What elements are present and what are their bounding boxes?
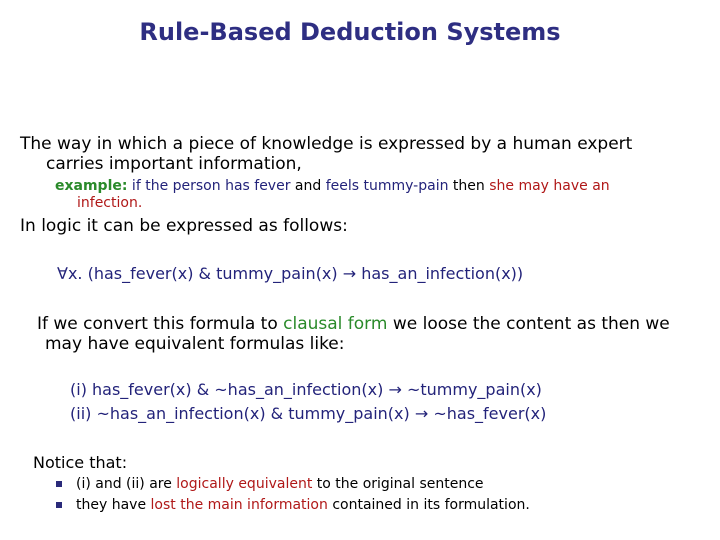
- clausal-text-1: If we convert this formula to: [37, 314, 284, 334]
- main-formula: [57, 264, 523, 283]
- main-formula-before: x. (has_fever(x) & tummy_pain(x): [67, 264, 343, 283]
- main-formula-after: has_an_infection(x)): [356, 264, 524, 283]
- example-text-2: and: [290, 178, 326, 194]
- example-text-1: if the person has: [127, 178, 255, 194]
- bullet-2-text-2: contained in its formulation.: [327, 497, 530, 513]
- bullet-1-text-2: to the original sentence: [312, 476, 484, 492]
- arrow-right-icon: →: [414, 404, 429, 423]
- example-fever: fever: [254, 178, 291, 194]
- formula-i: [70, 380, 542, 399]
- intro-line-2: carries important information,: [46, 154, 302, 174]
- bullet-2-text-1: they have: [76, 497, 151, 513]
- example-label: example:: [55, 178, 128, 194]
- square-bullet-icon: [56, 481, 62, 487]
- square-bullet-icon: [56, 502, 62, 508]
- bullet-1-highlight: logically equivalent: [176, 476, 313, 492]
- formula-ii: [70, 404, 546, 423]
- notice-heading: Notice that:: [33, 453, 128, 472]
- bullet-1-text-1: (i) and (ii) are: [76, 476, 177, 492]
- logic-intro: In logic it can be expressed as follows:: [20, 216, 348, 236]
- example-may-have: she may have an: [489, 178, 610, 194]
- example-infection: infection.: [77, 195, 143, 211]
- clausal-text-2: we loose the content as then we: [387, 314, 670, 334]
- bullet-item-1: [56, 476, 484, 492]
- formula-i-before: (i) has_fever(x) & ~has_an_infection(x): [70, 380, 389, 399]
- clausal-line-2: may have equivalent formulas like:: [45, 334, 345, 354]
- intro-line-1: The way in which a piece of knowledge is expressed by a human expert: [20, 134, 633, 154]
- clausal-paragraph: [37, 314, 670, 354]
- formula-i-after: ~tummy_pain(x): [401, 380, 542, 399]
- bullet-item-2: [56, 497, 530, 513]
- example-text-3: then: [448, 178, 490, 194]
- bullet-2-highlight: lost the main information: [150, 497, 328, 513]
- formula-ii-before: (ii) ~has_an_infection(x) & tummy_pain(x): [70, 404, 415, 423]
- arrow-right-icon: →: [342, 264, 357, 283]
- formula-ii-after: ~has_fever(x): [428, 404, 547, 423]
- example-tummy-pain: feels tummy-pain: [325, 178, 449, 194]
- intro-paragraph: [20, 134, 632, 174]
- page-title: Rule-Based Deduction Systems: [139, 18, 561, 46]
- arrow-right-icon: →: [388, 380, 402, 399]
- forall-symbol: ∀: [57, 264, 68, 283]
- example-paragraph: [55, 178, 610, 212]
- clausal-form-term: clausal form: [283, 314, 388, 334]
